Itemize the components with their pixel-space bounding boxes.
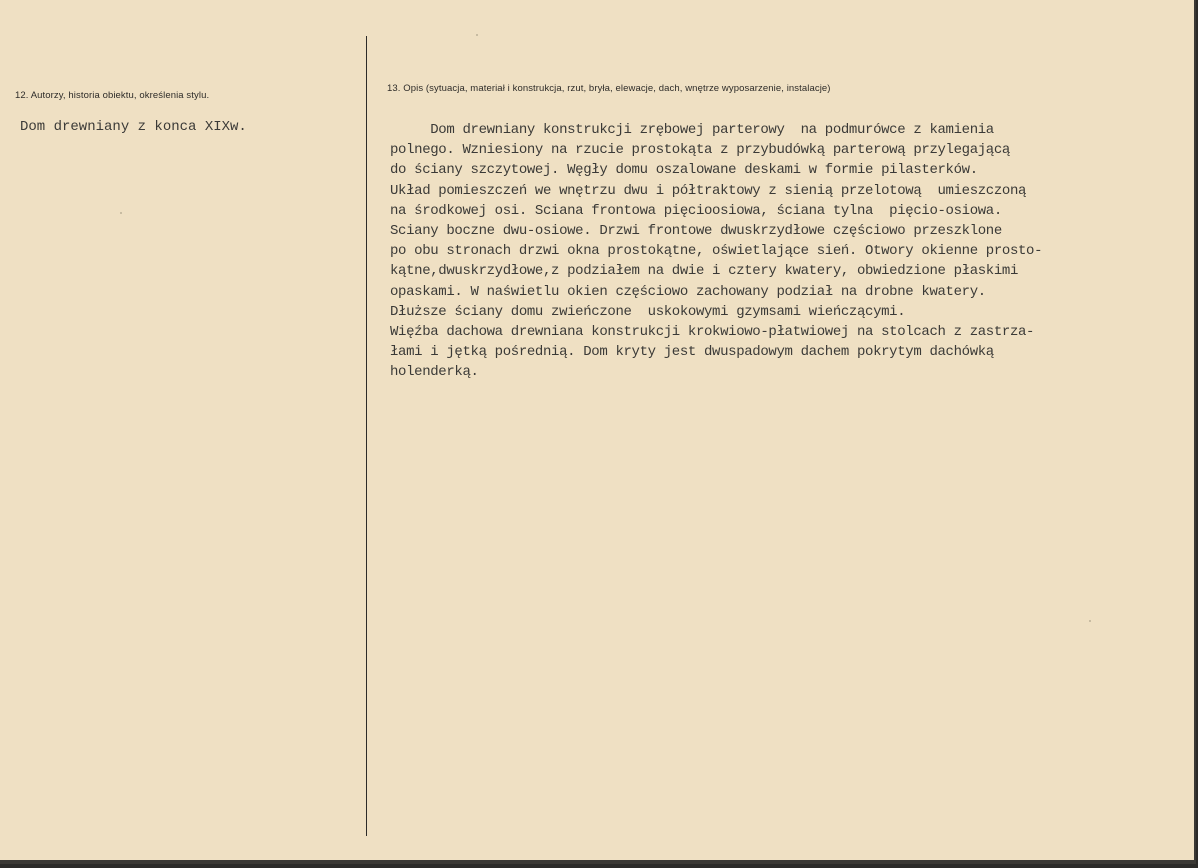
description-line: na środkowej osi. Sciana frontowa pięcioosiowa, ściana tylna pięcio-osiowa.	[390, 202, 1002, 219]
description-line: opaskami. W naświetlu okien częściowo zachowany podział na drobne kwatery.	[390, 283, 986, 300]
column-divider	[366, 36, 367, 836]
section-13-description	[390, 120, 1195, 382]
description-line: Dom drewniany konstrukcji zrębowej parterowy na podmurówce z kamienia	[390, 122, 994, 138]
description-line: Sciany boczne dwu-osiowe. Drzwi frontowe dwuskrzydłowe częściowo przeszklone	[390, 222, 1002, 239]
description-line: Więźba dachowa drewniana konstrukcji krokwiowo-płatwiowej na stolcach z zastrza-	[390, 323, 1035, 340]
description-line: Układ pomieszczeń we wnętrzu dwu i półtraktowy z sienią przelotową umieszczoną	[390, 182, 1027, 199]
paper-speck	[476, 34, 478, 36]
paper-speck	[1089, 620, 1091, 622]
paper-speck	[120, 212, 122, 214]
description-line: po obu stronach drzwi okna prostokątne, oświetlające sień. Otwory okienne prosto-	[390, 243, 1043, 260]
section-12-label: 12. Autorzy, historia obiektu, określenia stylu.	[15, 90, 210, 101]
description-line: kątne,dwuskrzydłowe,z podziałem na dwie i cztery kwatery, obwiedzione płaskimi	[390, 263, 1019, 280]
section-12-value: Dom drewniany z konca XIXw.	[20, 119, 247, 135]
description-line: Dłuższe ściany domu zwieńczone uskokowymi gzymsami wieńczącymi.	[390, 303, 906, 320]
description-line: holenderką.	[390, 364, 479, 381]
description-line: do ściany szczytowej. Węgły domu oszalowane deskami w formie pilasterków.	[390, 162, 978, 179]
description-line: łami i jętką pośrednią. Dom kryty jest dwuspadowym dachem pokrytym dachówką	[390, 344, 994, 361]
description-line: polnego. Wzniesiony na rzucie prostokąta z przybudówką parterową przylegającą	[390, 142, 1010, 159]
section-13-label: 13. Opis (sytuacja, materiał i konstrukcja, rzut, bryła, elewacje, dach, wnętrze wyposarzenie, instalacje)	[387, 83, 831, 94]
